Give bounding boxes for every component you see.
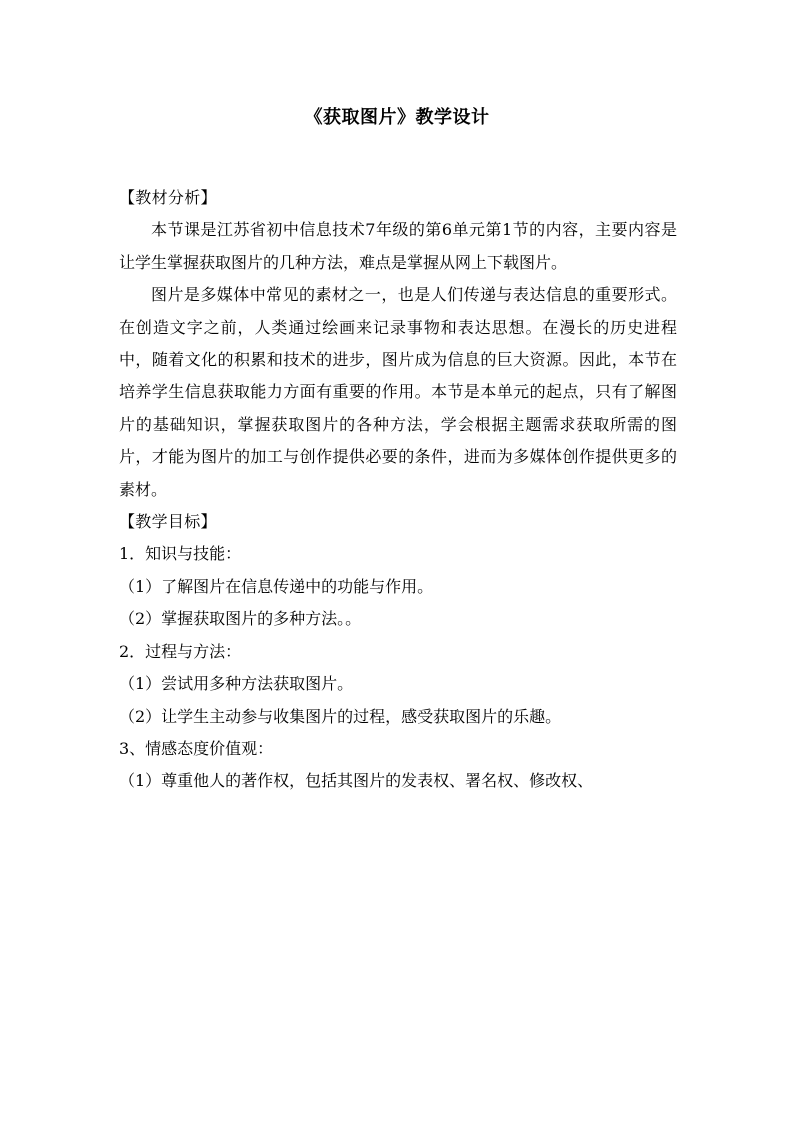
goal-2-item-1: （1）尝试用多种方法获取图片。 <box>119 674 354 694</box>
goal-3-heading: 3、情感态度价值观： <box>119 738 274 758</box>
document-title: 《获取图片》教学设计 <box>304 107 490 128</box>
goal-1-item-1: （1）了解图片在信息传递中的功能与作用。 <box>119 576 434 596</box>
goal-3-item-1: （1）尊重他人的著作权，包括其图片的发表权、署名权、修改权、 <box>119 771 594 791</box>
goal-1-heading: 1．知识与技能： <box>119 544 242 564</box>
goal-2-item-2: （2）让学生主动参与收集图片的过程，感受获取图片的乐趣。 <box>119 706 562 726</box>
paragraph-analysis-1: 本节课是江苏省初中信息技术7年级的第6单元第1节的内容，主要内容是让学生掌握获取图片的几种方法，难点是掌握从网上下载图片。 <box>119 220 677 272</box>
document-body <box>119 182 677 798</box>
goal-1-item-2: （2）掌握获取图片的多种方法。。 <box>119 609 362 629</box>
section-heading-analysis: 【教材分析】 <box>119 188 217 207</box>
section-heading-goals: 【教学目标】 <box>119 512 217 532</box>
paragraph-analysis-2: 图片是多媒体中常见的素材之一，也是人们传递与表达信息的重要形式。在创造文字之前，人类通过绘画来记录事物和表达思想。在漫长的历史进程中，随着文化的积累和技术的进步，图片成为信息的巨大资源。因此，本节在培养学生信息获取能力方面有重要的作用。本节是本单元的起点，只有了解图片的基础知识，掌握获取图片的各种方法，学会根据主题需求获取所需的图片，才能为图片的加工与创作提供必要的条件，进而为多媒体创作提供更多的素材。 <box>119 285 677 499</box>
goal-2-heading: 2．过程与方法： <box>119 641 242 661</box>
